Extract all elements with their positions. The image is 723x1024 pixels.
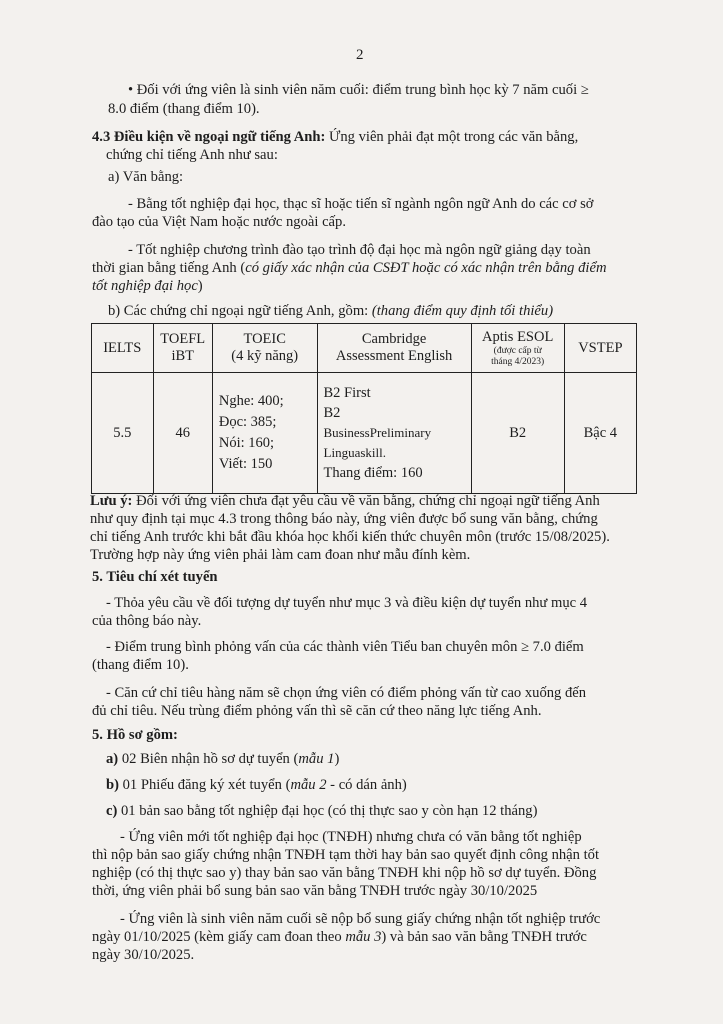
header-text: TOEIC (243, 331, 286, 347)
italic-span: mẫu 1 (298, 751, 335, 767)
paragraph-line (92, 259, 607, 277)
note-line: như quy định tại mục 4.3 trong thông báo này, ứng viên được bổ sung văn bằng, chứng (90, 511, 598, 527)
paragraph-line: nghiệp (có thị thực sao y) thay bản sao văn bằng TNĐH khi nộp hồ sơ dự tuyển. Đồng (92, 865, 597, 881)
header-note: (được cấp từ (493, 345, 542, 356)
table-row (92, 373, 637, 494)
section-title: 4.3 Điều kiện về ngoại ngữ tiếng Anh: (92, 129, 326, 145)
paragraph-line: - Điểm trung bình phỏng vấn của các thành viên Tiểu ban chuyên môn ≥ 7.0 điểm (106, 639, 584, 655)
header-text: Cambridge (361, 331, 427, 347)
cell-vstep: Bậc 4 (564, 373, 636, 494)
italic-span: mẫu 2 (290, 777, 327, 793)
cell-line: Linguaskill. (323, 445, 386, 460)
paragraph-line: - Ứng viên là sinh viên năm cuối sẽ nộp bổ sung giấy chứng nhận tốt nghiệp trước (120, 911, 601, 927)
paragraph-line: đào tạo của Việt Nam hoặc nước ngoài cấp. (92, 214, 346, 230)
cell-cambridge (317, 373, 471, 494)
paragraph-line: chứng chỉ tiếng Anh như sau: (106, 147, 278, 163)
note-line: chỉ tiếng Anh trước khi bắt đầu khóa học khối kiến thức chuyên môn (trước 15/08/2025). (90, 529, 610, 545)
header-cambridge (317, 324, 471, 373)
text-span: Đối với ứng viên chưa đạt yêu cầu về văn bằng, chứng chỉ ngoại ngữ tiếng Anh (132, 493, 600, 509)
criteria-bullet-line: 8.0 điểm (thang điểm 10). (108, 101, 260, 117)
text-span: ) (197, 278, 203, 294)
paragraph-line: - Ứng viên mới tốt nghiệp đại học (TNĐH) nhưng chưa có văn bằng tốt nghiệp (120, 829, 582, 845)
note-line: Trường hợp này ứng viên phải làm cam đoan như mẫu đính kèm. (90, 547, 471, 563)
italic-span: tốt nghiệp đại học (92, 278, 198, 294)
cell-line: Nói: 160; (218, 435, 275, 451)
paragraph-line: - Căn cứ chỉ tiêu hàng năm sẽ chọn ứng viên có điểm phỏng vấn từ cao xuống đến (106, 685, 587, 701)
italic-span: có giấy xác nhận của CSĐT hoặc có xác nhận trên bằng điểm (245, 260, 607, 276)
text-span: thời gian bằng tiếng Anh ( (92, 260, 246, 276)
cell-line: Viết: 150 (218, 456, 273, 472)
note-label: Lưu ý: (90, 493, 133, 509)
cell-line: B2 First (323, 385, 371, 401)
subsection-label (108, 302, 553, 320)
header-toefl (153, 324, 212, 373)
dossier-item (106, 750, 339, 768)
cell-toefl: 46 (153, 373, 212, 494)
section-4-3-heading (92, 128, 578, 146)
section-5-dossier-heading: 5. Hồ sơ gồm: (92, 727, 178, 743)
italic-span: mẫu 3 (345, 929, 382, 945)
header-text: (4 kỹ năng) (231, 348, 299, 364)
text-span: 01 Phiếu đăng ký xét tuyển ( (118, 777, 291, 793)
text-span: 02 Biên nhận hồ sơ dự tuyển ( (118, 751, 299, 767)
table-header-row (92, 324, 637, 373)
paragraph-line: - Bằng tốt nghiệp đại học, thạc sĩ hoặc tiến sĩ ngành ngôn ngữ Anh do các cơ sở (128, 196, 594, 212)
italic-span: (thang điểm quy định tối thiểu) (371, 303, 554, 319)
cell-line: Nghe: 400; (218, 393, 284, 409)
certificate-table (91, 323, 637, 494)
header-text: Aptis ESOL (482, 328, 554, 345)
header-toeic (212, 324, 317, 373)
paragraph-line: - Thỏa yêu cầu về đối tượng dự tuyển như mục 3 và điều kiện dự tuyển như mục 4 (106, 595, 588, 611)
text-span: b) Các chứng chỉ ngoại ngữ tiếng Anh, gồm: (108, 303, 372, 319)
cell-ielts: 5.5 (92, 373, 154, 494)
paragraph-line: thì nộp bản sao giấy chứng nhận TNĐH tạm thời hay bản sao quyết định công nhận tốt (92, 847, 599, 863)
cell-line: Thang điểm: 160 (323, 465, 423, 481)
note-line (90, 492, 600, 510)
dossier-item (106, 776, 407, 794)
item-label: c) (106, 803, 118, 819)
paragraph-line: của thông báo này. (92, 613, 202, 629)
header-text: iBT (171, 348, 195, 364)
cell-line: B2 (323, 405, 341, 421)
header-aptis (471, 324, 564, 373)
paragraph-line: đủ chỉ tiêu. Nếu trùng điểm phỏng vấn thì sẽ căn cứ theo năng lực tiếng Anh. (92, 703, 542, 719)
header-text: TOEFL (160, 331, 206, 347)
text-span: 01 bản sao bằng tốt nghiệp đại học (có thị thực sao y còn hạn 12 tháng) (117, 803, 538, 819)
paragraph-line: - Tốt nghiệp chương trình đào tạo trình độ đại học mà ngôn ngữ giảng dạy toàn (128, 242, 591, 258)
text-span: ) và bản sao văn bằng TNĐH trước (381, 929, 587, 945)
section-5-heading: 5. Tiêu chí xét tuyển (92, 569, 218, 585)
page-number: 2 (356, 47, 364, 63)
text-span: ngày 01/10/2025 (kèm giấy cam đoan theo (92, 929, 346, 945)
section-text: Ứng viên phải đạt một trong các văn bằng, (325, 129, 579, 145)
subsection-label: a) Văn bằng: (108, 169, 184, 185)
cell-aptis: B2 (471, 373, 564, 494)
cell-line: BusinessPreliminary (323, 425, 432, 440)
cell-line: Đọc: 385; (218, 414, 277, 430)
header-ielts: IELTS (92, 324, 154, 373)
dossier-item (106, 802, 537, 820)
paragraph-line: (thang điểm 10). (92, 657, 189, 673)
text-span: ) (334, 751, 340, 767)
cell-toeic (212, 373, 317, 494)
item-label: a) (106, 751, 119, 767)
criteria-bullet-line: • Đối với ứng viên là sinh viên năm cuối: điểm trung bình học kỳ 7 năm cuối ≥ (128, 82, 589, 98)
paragraph-line (92, 277, 203, 295)
item-label: b) (106, 777, 119, 793)
header-text: Assessment English (335, 348, 453, 364)
text-span: - có dán ảnh) (326, 777, 407, 793)
paragraph-line: thời, ứng viên phải bổ sung bản sao văn bằng TNĐH trước ngày 30/10/2025 (92, 883, 538, 899)
paragraph-line (92, 928, 587, 946)
paragraph-line: ngày 30/10/2025. (92, 947, 195, 963)
header-vstep: VSTEP (564, 324, 636, 373)
header-note: tháng 4/2023) (491, 356, 545, 367)
